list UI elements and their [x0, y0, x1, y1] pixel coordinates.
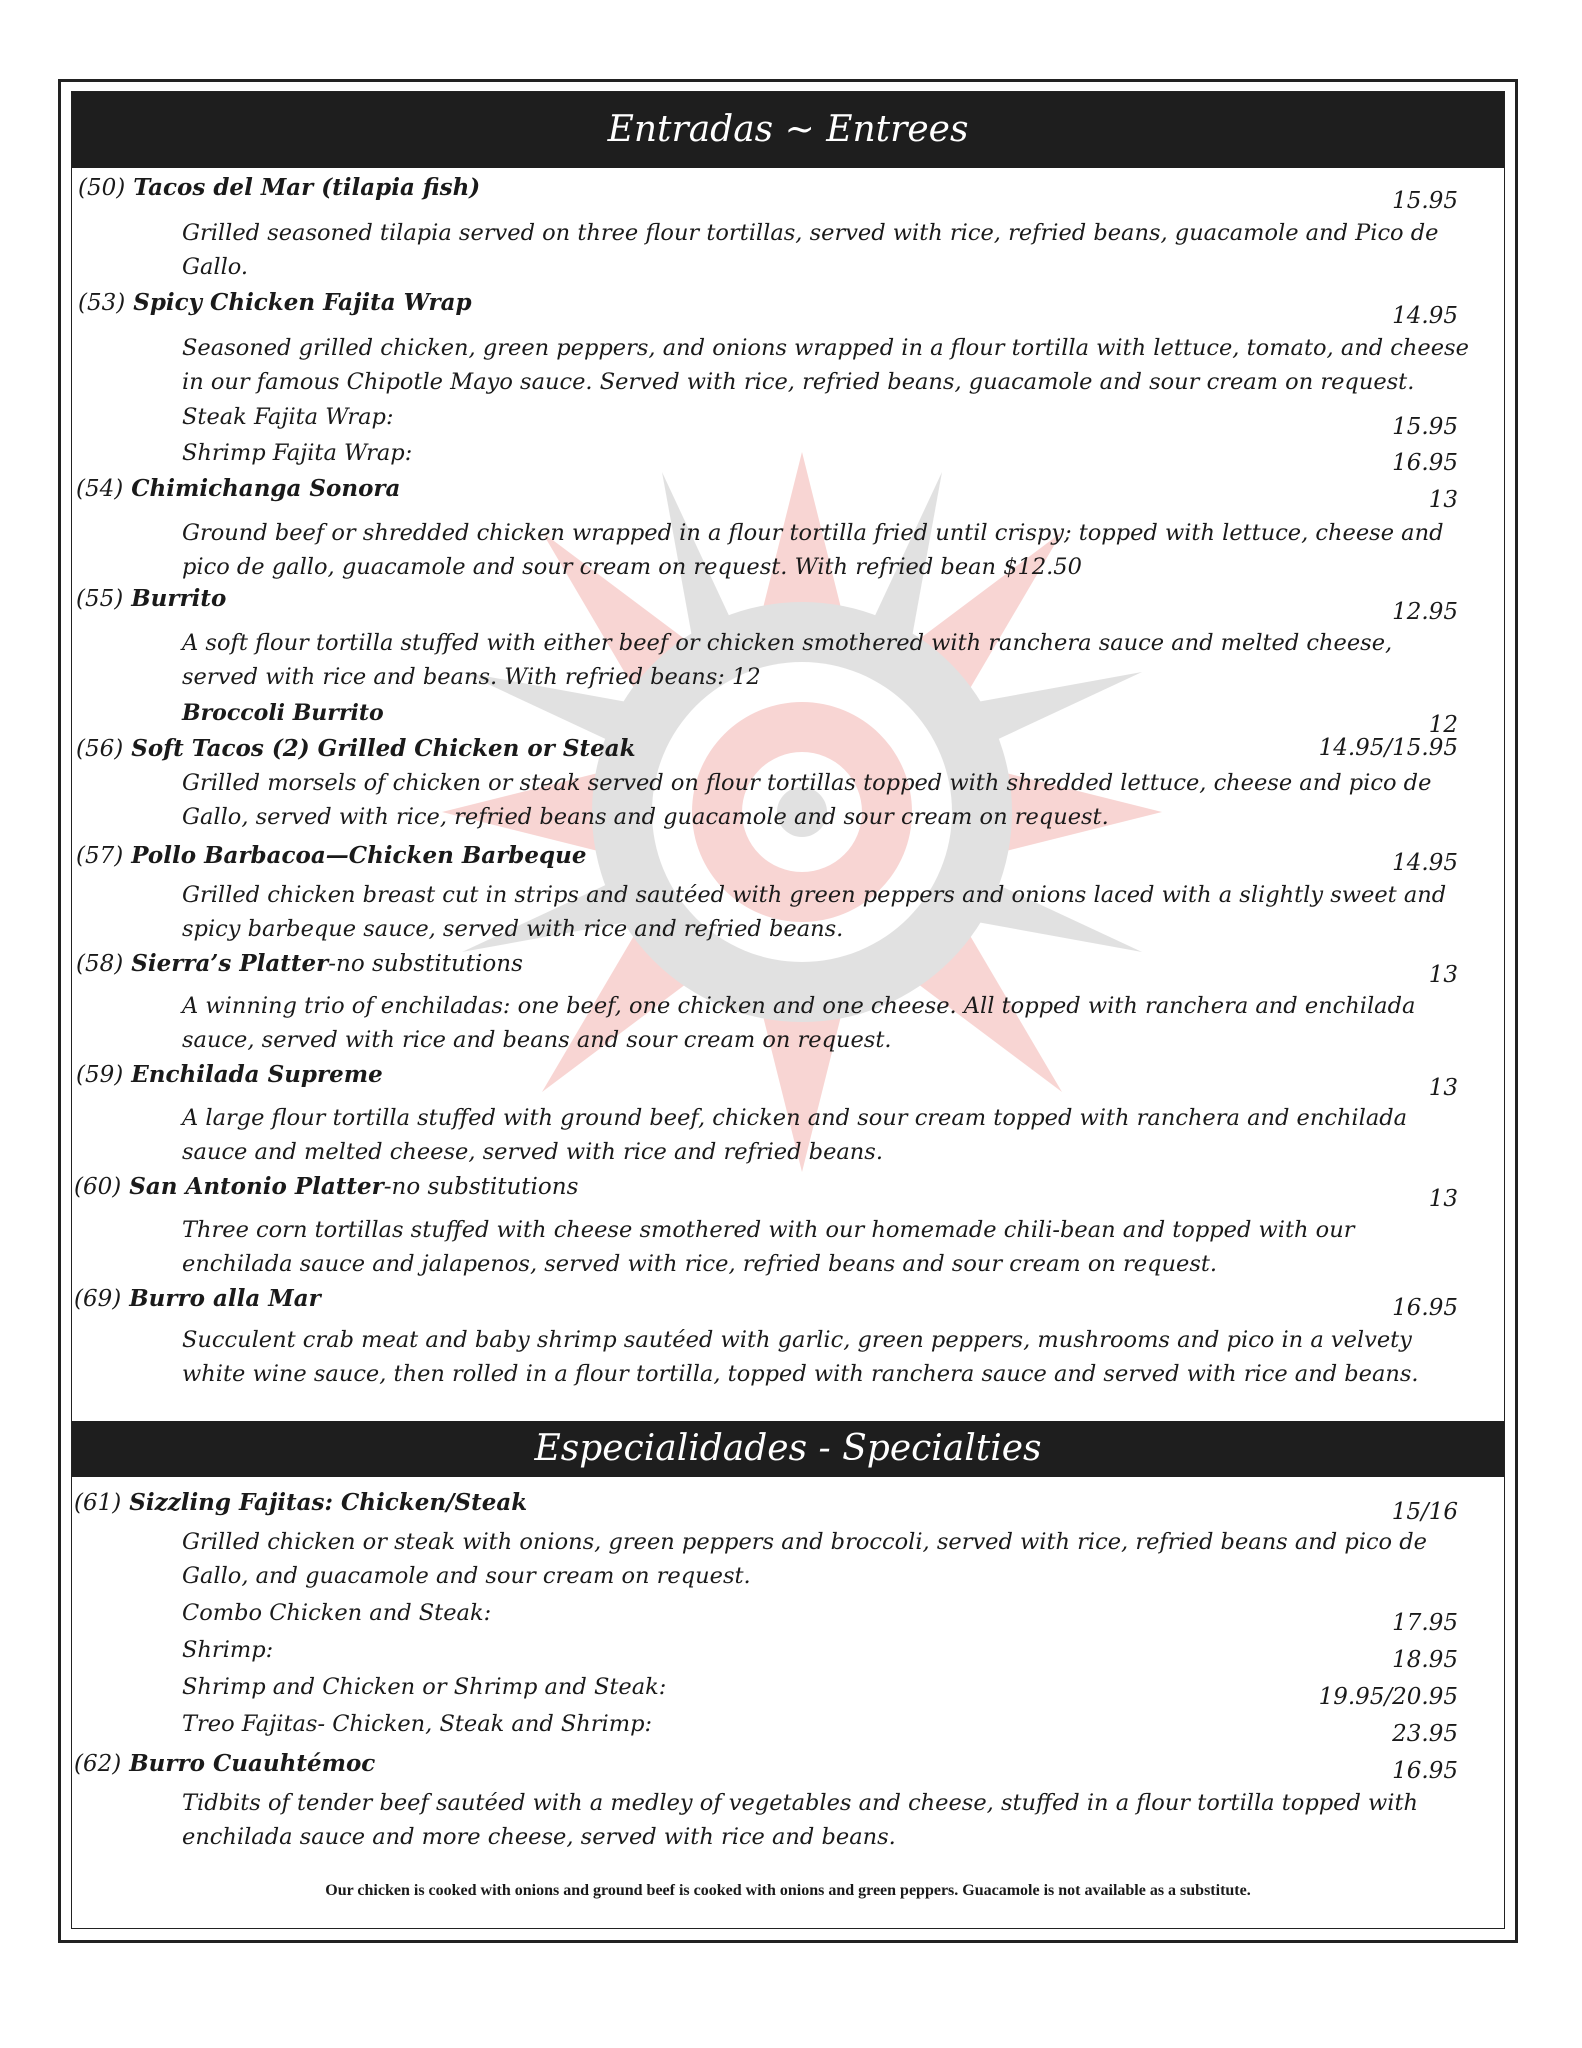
- item-description: Grilled seasoned tilapia served on three flour tortillas, served with rice, refried beans, guacamole and Pico de Gallo.: [182, 220, 1439, 280]
- item-number: (50): [78, 175, 126, 201]
- item-name: Burro Cuauhtémoc: [129, 1750, 376, 1777]
- menu-item-title: [76, 585, 226, 612]
- sub-item-price: 12: [1428, 712, 1458, 738]
- item-name: Enchilada Supreme: [131, 1061, 383, 1088]
- item-description: Three corn tortillas stuffed with cheese smothered with our homemade chili-bean and topped with our enchilada sauce and jalapenos, served with rice, refried beans and sour cream on request.: [182, 1217, 1355, 1277]
- section-title-entrees: Entradas ~ Entrees: [607, 109, 969, 150]
- menu-item-title: [74, 1173, 578, 1200]
- item-description: Succulent crab meat and baby shrimp sautéed with garlic, green peppers, mushrooms and pico in a velvety white wine sauce, then rolled in a flour tortilla, topped with ranchera sauce and served with rice and beans.: [182, 1327, 1419, 1387]
- item-description: A winning trio of enchiladas: one beef, one chicken and one cheese. All topped with ranchera and enchilada sauce, served with rice and beans and sour cream on request.: [182, 993, 1416, 1053]
- item-price: 13: [1428, 1186, 1458, 1212]
- menu-item-title: [76, 950, 523, 977]
- sub-item-name: Broccoli Burrito: [182, 700, 384, 726]
- item-name: Sierra’s Platter: [131, 950, 329, 977]
- section-header-entrees: [72, 92, 1504, 168]
- item-number: (56): [76, 736, 124, 762]
- item-name: Soft Tacos (2) Grilled Chicken or Steak: [131, 735, 636, 762]
- item-number: (57): [76, 843, 124, 869]
- item-number: (58): [76, 951, 124, 977]
- item-name: San Antonio Platter: [129, 1173, 384, 1200]
- item-name: Spicy Chicken Fajita Wrap: [133, 289, 472, 316]
- item-suffix: -no substitutions: [383, 1174, 579, 1200]
- menu-item-title: [74, 1750, 375, 1777]
- item-price: 14.95/15.95: [1318, 735, 1458, 761]
- menu-item-title: [76, 735, 636, 762]
- item-suffix: -no substitutions: [328, 951, 523, 977]
- item-name: Chimichanga Sonora: [131, 475, 401, 502]
- variant-price: 16.95: [1392, 450, 1458, 476]
- variant-price: 19.95/20.95: [1318, 1684, 1458, 1710]
- item-price: 12.95: [1392, 599, 1458, 625]
- item-number: (59): [76, 1062, 124, 1088]
- menu-item-title: [78, 289, 472, 316]
- item-description: Seasoned grilled chicken, green peppers, and onions wrapped in a flour tortilla with lettuce, tomato, and cheese in our famous Chipotle Mayo sauce. Served with rice, refried beans, guacamole and sour cream on request.: [182, 335, 1469, 395]
- item-price: 15.95: [1392, 188, 1458, 214]
- item-price: 13: [1428, 962, 1458, 988]
- menu-item-title: [74, 1285, 321, 1312]
- item-description: A soft flour tortilla stuffed with either beef or chicken smothered with ranchera sauce and melted cheese, served with rice and beans. With refried beans: 12: [182, 630, 1393, 690]
- menu-item-title: [76, 842, 586, 869]
- variant-price: 18.95: [1392, 1647, 1458, 1673]
- variant-label: Treo Fajitas- Chicken, Steak and Shrimp:: [182, 1711, 653, 1737]
- item-price: 16.95: [1392, 1758, 1458, 1784]
- item-number: (60): [74, 1174, 122, 1200]
- item-description: Tidbits of tender beef sautéed with a medley of vegetables and cheese, stuffed in a flour tortilla topped with enchilada sauce and more cheese, served with rice and beans.: [182, 1790, 1419, 1850]
- menu-item-title: [78, 174, 480, 201]
- item-number: (55): [76, 586, 124, 612]
- item-description: Grilled chicken or steak with onions, green peppers and broccoli, served with rice, refried beans and pico de Gallo, and guacamole and sour cream on request.: [182, 1529, 1427, 1589]
- item-description: A large flour tortilla stuffed with ground beef, chicken and sour cream topped with ranchera and enchilada sauce and melted cheese, served with rice and refried beans.: [182, 1105, 1408, 1165]
- item-number: (54): [76, 476, 124, 502]
- variant-label: Combo Chicken and Steak:: [182, 1600, 492, 1626]
- item-description: Ground beef or shredded chicken wrapped in a flour tortilla fried until crispy; topped with lettuce, cheese and pico de gallo, guacamole and sour cream on request. With refried bean $12.50: [182, 520, 1444, 580]
- variant-price: 23.95: [1392, 1721, 1458, 1747]
- item-name: Burrito: [131, 585, 227, 612]
- item-price: 15/16: [1391, 1499, 1458, 1525]
- variant-label: Shrimp:: [182, 1637, 274, 1663]
- variant-price: 17.95: [1392, 1610, 1458, 1636]
- item-description: Grilled morsels of chicken or steak served on flour tortillas topped with shredded lettuce, cheese and pico de Gallo, served with rice, refried beans and guacamole and sour cream on request.: [182, 770, 1432, 830]
- item-name: Burro alla Mar: [129, 1285, 321, 1312]
- item-price: 14.95: [1392, 303, 1458, 329]
- item-name: Sizzling Fajitas: Chicken/Steak: [129, 1489, 528, 1516]
- item-number: (69): [74, 1286, 122, 1312]
- menu-item-title: [76, 475, 400, 502]
- section-title-specialties: Especialidades - Specialties: [534, 1428, 1042, 1469]
- item-number: (61): [74, 1490, 122, 1516]
- item-price: 13: [1428, 487, 1458, 513]
- section-header-specialties: [72, 1421, 1504, 1477]
- variant-label: Shrimp Fajita Wrap:: [182, 440, 413, 466]
- variant-price: 15.95: [1392, 414, 1458, 440]
- item-description: Grilled chicken breast cut in strips and sautéed with green peppers and onions laced with a slightly sweet and spicy barbeque sauce, served with rice and refried beans.: [182, 882, 1447, 942]
- variant-label: Steak Fajita Wrap:: [182, 404, 394, 430]
- item-price: 13: [1428, 1075, 1458, 1101]
- item-price: 16.95: [1392, 1295, 1458, 1321]
- item-name: Tacos del Mar (tilapia fish): [133, 174, 481, 201]
- menu-page: [71, 91, 1505, 1929]
- menu-item-title: [74, 1489, 527, 1516]
- item-price: 14.95: [1392, 850, 1458, 876]
- menu-item-title: [76, 1061, 383, 1088]
- item-number: (62): [74, 1751, 122, 1777]
- footer-note: Our chicken is cooked with onions and ground beef is cooked with onions and green peppers. Guacamole is not available as a substitute.: [325, 1882, 1251, 1899]
- item-number: (53): [78, 290, 126, 316]
- item-name: Pollo Barbacoa—Chicken Barbeque: [131, 842, 587, 869]
- variant-label: Shrimp and Chicken or Shrimp and Steak:: [182, 1674, 667, 1700]
